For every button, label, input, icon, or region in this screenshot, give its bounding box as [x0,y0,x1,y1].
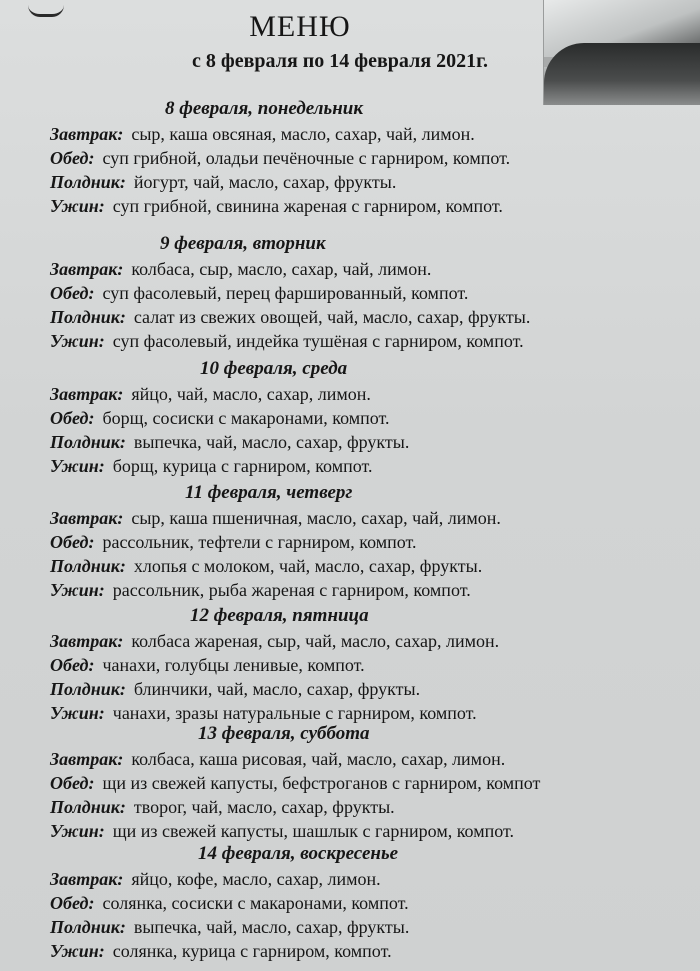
meal-row [50,941,392,962]
meal-items: суп фасолевый, индейка тушёная с гарниром, компот. [112,331,524,351]
meal-row [50,331,524,352]
meal-label: Завтрак: [50,869,124,889]
meal-row [50,456,373,477]
meal-items: борщ, сосиски с макаронами, компот. [102,408,390,428]
meal-label: Завтрак: [50,259,124,279]
meal-items: борщ, курица с гарниром, компот. [112,456,373,476]
meal-label: Ужин: [50,703,105,723]
day-heading: 13 февраля, суббота [198,723,370,744]
meal-items: солянка, курица с гарниром, компот. [112,941,392,961]
meal-label: Ужин: [50,331,105,351]
meal-items: колбаса жареная, сыр, чай, масло, сахар, лимон. [131,631,500,651]
meal-row [50,508,501,529]
meal-label: Обед: [50,532,95,552]
meal-row [50,703,477,724]
meal-label: Обед: [50,655,95,675]
meal-row [50,124,475,145]
meal-label: Завтрак: [50,124,124,144]
meal-items: сыр, каша пшеничная, масло, сахар, чай, лимон. [131,508,501,528]
meal-label: Полдник: [50,307,126,327]
meal-row [50,532,417,553]
meal-row [50,749,505,770]
meal-label: Ужин: [50,196,105,216]
meal-label: Ужин: [50,941,105,961]
day-heading: 10 февраля, среда [200,358,348,379]
meal-row [50,869,381,890]
meal-label: Обед: [50,283,95,303]
meal-items: суп грибной, свинина жареная с гарниром, компот. [112,196,503,216]
meal-row [50,307,530,328]
meal-row [50,148,510,169]
meal-label: Полдник: [50,679,126,699]
meal-row [50,556,482,577]
meal-items: салат из свежих овощей, чай, масло, сахар, фрукты. [133,307,531,327]
meal-label: Полдник: [50,797,126,817]
meal-label: Полдник: [50,172,126,192]
meal-label: Ужин: [50,456,105,476]
day-heading: 11 февраля, четверг [185,482,353,503]
meal-row [50,773,540,794]
meal-label: Обед: [50,773,95,793]
meal-row [50,797,395,818]
meal-row [50,821,514,842]
meal-label: Обед: [50,408,95,428]
meal-row [50,408,390,429]
meal-row [50,631,499,652]
meal-items: щи из свежей капусты, шашлык с гарниром, компот. [112,821,514,841]
meal-label: Ужин: [50,821,105,841]
meal-items: выпечка, чай, масло, сахар, фрукты. [133,917,410,937]
meal-items: колбаса, сыр, масло, сахар, чай, лимон. [131,259,432,279]
meal-row [50,679,420,700]
meal-row [50,917,409,938]
meal-row [50,259,431,280]
meal-items: хлопья с молоком, чай, масло, сахар, фрукты. [133,556,483,576]
meal-items: колбаса, каша рисовая, чай, масло, сахар, лимон. [131,749,506,769]
meal-items: суп фасолевый, перец фаршированный, компот. [102,283,469,303]
meal-items: выпечка, чай, масло, сахар, фрукты. [133,432,410,452]
meal-row [50,432,409,453]
meal-row [50,655,365,676]
meal-items: чанахи, голубцы ленивые, компот. [102,655,365,675]
meal-items: щи из свежей капусты, бефстроганов с гарниром, компот [102,773,541,793]
date-range-subtitle: с 8 февраля по 14 февраля 2021г. [192,50,488,72]
page-title: МЕНЮ [249,10,351,43]
meal-items: яйцо, кофе, масло, сахар, лимон. [131,869,381,889]
meal-label: Обед: [50,893,95,913]
meal-row [50,172,396,193]
meal-items: блинчики, чай, масло, сахар, фрукты. [133,679,421,699]
meal-items: солянка, сосиски с макаронами, компот. [102,893,409,913]
day-heading: 8 февраля, понедельник [165,98,363,119]
meal-label: Завтрак: [50,749,124,769]
meal-row [50,283,468,304]
meal-items: чанахи, зразы натуральные с гарниром, компот. [112,703,477,723]
meal-label: Завтрак: [50,508,124,528]
meal-label: Завтрак: [50,631,124,651]
day-heading: 12 февраля, пятница [190,605,369,626]
meal-label: Ужин: [50,580,105,600]
meal-items: йогурт, чай, масло, сахар, фрукты. [133,172,397,192]
meal-row [50,196,503,217]
meal-row [50,384,371,405]
meal-row [50,893,409,914]
meal-row [50,580,471,601]
meal-label: Полдник: [50,556,126,576]
day-heading: 9 февраля, вторник [160,233,326,254]
meal-items: суп грибной, оладьи печёночные с гарниром, компот. [102,148,511,168]
meal-items: яйцо, чай, масло, сахар, лимон. [131,384,371,404]
meal-label: Завтрак: [50,384,124,404]
meal-label: Обед: [50,148,95,168]
meal-label: Полдник: [50,917,126,937]
meal-label: Полдник: [50,432,126,452]
day-heading: 14 февраля, воскресенье [198,843,399,864]
meal-items: рассольник, тефтели с гарниром, компот. [102,532,417,552]
meal-items: творог, чай, масло, сахар, фрукты. [133,797,395,817]
meal-items: рассольник, рыба жареная с гарниром, компот. [112,580,471,600]
meal-items: сыр, каша овсяная, масло, сахар, чай, лимон. [131,124,475,144]
